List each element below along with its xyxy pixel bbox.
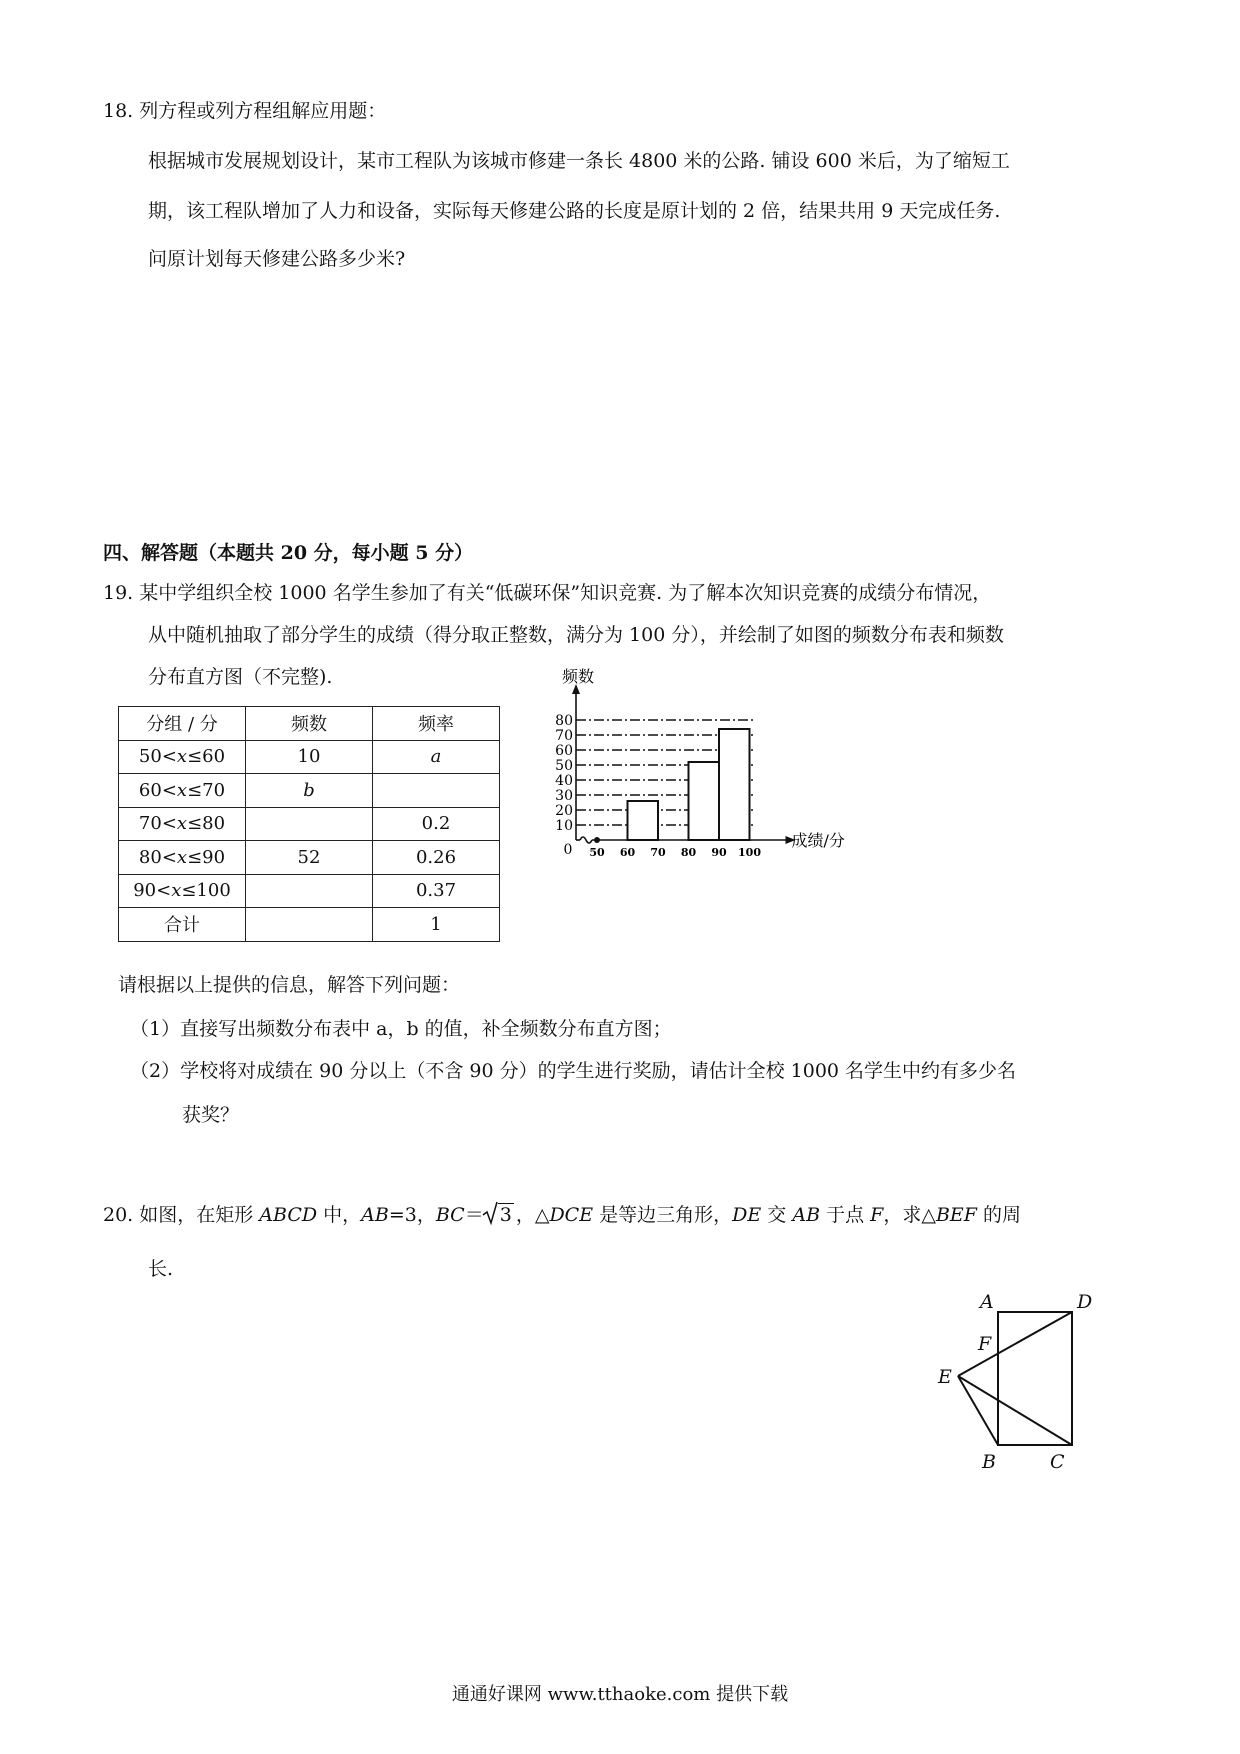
label-c: C bbox=[1050, 1451, 1065, 1473]
origin-label: 0 bbox=[563, 842, 573, 858]
q19-sub1: （1）直接写出频数分布表中 a，b 的值，补全频数分布直方图； bbox=[130, 1018, 672, 1040]
label-d: D bbox=[1077, 1291, 1093, 1313]
q18-line2: 期，该工程队增加了人力和设备，实际每天修建公路的长度是原计划的 2 倍，结果共用 9 天完成任务. bbox=[148, 200, 1001, 222]
q19-sub2-line2: 获奖？ bbox=[182, 1104, 240, 1126]
table-cell: 0.2 bbox=[373, 807, 500, 841]
label-b: B bbox=[982, 1451, 996, 1473]
sqrt-radical-icon bbox=[482, 1200, 498, 1226]
frequency-table bbox=[118, 706, 500, 942]
table-cell bbox=[246, 874, 373, 908]
q20-var: F bbox=[870, 1204, 884, 1226]
q19-line1: 19. 某中学组织全校 1000 名学生参加了有关“低碳环保”知识竞赛. 为了解本次知识竞赛的成绩分布情况， bbox=[103, 582, 992, 604]
q20-text: ，求△ bbox=[883, 1204, 936, 1226]
q20-var: BC bbox=[435, 1204, 465, 1226]
table-cell: 10 bbox=[246, 740, 373, 774]
table-header-row bbox=[119, 707, 500, 741]
section-heading: 四、解答题（本题共 20 分，每小题 5 分） bbox=[103, 542, 474, 564]
table-header-cell: 频率 bbox=[373, 707, 500, 741]
x-tick-label: 60 bbox=[619, 846, 636, 859]
q20-var: AB bbox=[792, 1204, 821, 1226]
table-cell bbox=[246, 908, 373, 942]
x-tick-label: 70 bbox=[650, 846, 666, 859]
x-axis-label: 成绩/分 bbox=[791, 831, 845, 850]
q19-prompt: 请根据以上提供的信息，解答下列问题： bbox=[118, 974, 461, 996]
table-cell: 60<x≤70 bbox=[119, 774, 246, 808]
segment-ec bbox=[958, 1376, 1072, 1445]
chart-bars bbox=[628, 729, 750, 840]
q19-line2: 从中随机抽取了部分学生的成绩（得分取正整数，满分为 100 分），并绘制了如图的频数分布表和频数 bbox=[148, 624, 1004, 646]
variable-x: x bbox=[176, 846, 188, 868]
q20-text: 是等边三角形， bbox=[593, 1204, 733, 1226]
q20-text: 中， bbox=[317, 1204, 362, 1226]
sqrt-symbol bbox=[484, 1204, 514, 1226]
y-tick-label: 10 bbox=[555, 818, 573, 834]
q19-sub2-line1: （2）学校将对成绩在 90 分以上（不含 90 分）的学生进行奖励，请估计全校 1000 名学生中约有多少名 bbox=[130, 1060, 1017, 1082]
table-row bbox=[119, 874, 500, 908]
segment-ed bbox=[958, 1312, 1072, 1376]
q19-line3: 分布直方图（不完整). bbox=[148, 666, 333, 688]
table-cell: 52 bbox=[246, 841, 373, 875]
y-tick-label: 20 bbox=[555, 803, 573, 819]
variable-x: x bbox=[176, 746, 188, 768]
y-tick-label: 80 bbox=[555, 713, 573, 729]
table-cell: 0.26 bbox=[373, 841, 500, 875]
variable-x: x bbox=[176, 813, 188, 835]
q18-title: 18. 列方程或列方程组解应用题： bbox=[103, 100, 387, 122]
q18-line1: 根据城市发展规划设计，某市工程队为该城市修建一条长 4800 米的公路. 铺设 600 米后，为了缩短工 bbox=[148, 150, 1010, 172]
x-tick-label: 90 bbox=[711, 846, 727, 859]
y-tick-label: 40 bbox=[555, 773, 573, 789]
histogram-bar bbox=[628, 801, 659, 840]
segment-eb bbox=[958, 1376, 998, 1445]
sqrt-value: 3 bbox=[499, 1204, 512, 1226]
q20-var: DE bbox=[732, 1204, 762, 1226]
histogram-bar bbox=[719, 729, 750, 840]
table-cell: b bbox=[246, 774, 373, 808]
q20-text: =3， bbox=[388, 1204, 436, 1226]
table-row bbox=[119, 908, 500, 942]
y-axis-label: 频数 bbox=[562, 667, 595, 686]
table-header-cell: 分组 / 分 bbox=[119, 707, 246, 741]
x-50-dot bbox=[594, 837, 600, 843]
q20-text: 的周 bbox=[976, 1204, 1021, 1226]
label-a: A bbox=[980, 1291, 994, 1313]
y-tick-label: 60 bbox=[555, 743, 573, 759]
x-tick-label: 80 bbox=[680, 846, 697, 859]
chart-axes bbox=[572, 684, 796, 844]
table-cell: 1 bbox=[373, 908, 500, 942]
q20-text: 交 bbox=[761, 1204, 793, 1226]
q20-var: BEF bbox=[935, 1204, 977, 1226]
table-row bbox=[119, 740, 500, 774]
table-cell bbox=[373, 774, 500, 808]
q20-line1 bbox=[103, 1200, 1021, 1227]
table-cell bbox=[246, 807, 373, 841]
table-cell: 90<x≤100 bbox=[119, 874, 246, 908]
q20-text: 于点 bbox=[820, 1204, 871, 1226]
q20-var: DCE bbox=[549, 1204, 594, 1226]
q20-text: ，△ bbox=[515, 1204, 550, 1226]
table-cell: 50<x≤60 bbox=[119, 740, 246, 774]
histogram-bar bbox=[689, 762, 720, 840]
table-cell: 80<x≤90 bbox=[119, 841, 246, 875]
x-tick-label: 50 bbox=[589, 846, 605, 859]
table-row bbox=[119, 841, 500, 875]
table-cell: 0.37 bbox=[373, 874, 500, 908]
histogram-chart bbox=[540, 667, 920, 970]
table-cell: 合计 bbox=[119, 908, 246, 942]
q20-text: ＝ bbox=[464, 1204, 484, 1226]
table-row bbox=[119, 774, 500, 808]
y-tick-label: 70 bbox=[555, 728, 573, 744]
table-cell: a bbox=[373, 740, 500, 774]
q20-line2: 长. bbox=[148, 1258, 174, 1280]
geometry-figure bbox=[930, 1290, 1110, 1473]
label-e: E bbox=[938, 1366, 952, 1388]
x-tick-label: 100 bbox=[738, 846, 761, 859]
q18-line3: 问原计划每天修建公路多少米? bbox=[148, 248, 406, 270]
page-footer: 通通好课网 www.tthaoke.com 提供下载 bbox=[451, 1684, 789, 1705]
y-tick-label: 50 bbox=[555, 758, 573, 774]
variable-x: x bbox=[171, 880, 182, 902]
q20-var: ABCD bbox=[259, 1204, 318, 1226]
label-f: F bbox=[978, 1333, 992, 1355]
axis-break-icon bbox=[580, 837, 592, 843]
q20-var: AB bbox=[361, 1204, 389, 1226]
variable-x: x bbox=[176, 779, 188, 801]
table-row bbox=[119, 807, 500, 841]
table-cell: 70<x≤80 bbox=[119, 807, 246, 841]
y-tick-label: 30 bbox=[555, 788, 573, 804]
q20-text: 20. 如图，在矩形 bbox=[103, 1204, 260, 1226]
table-header-cell: 频数 bbox=[246, 707, 373, 741]
